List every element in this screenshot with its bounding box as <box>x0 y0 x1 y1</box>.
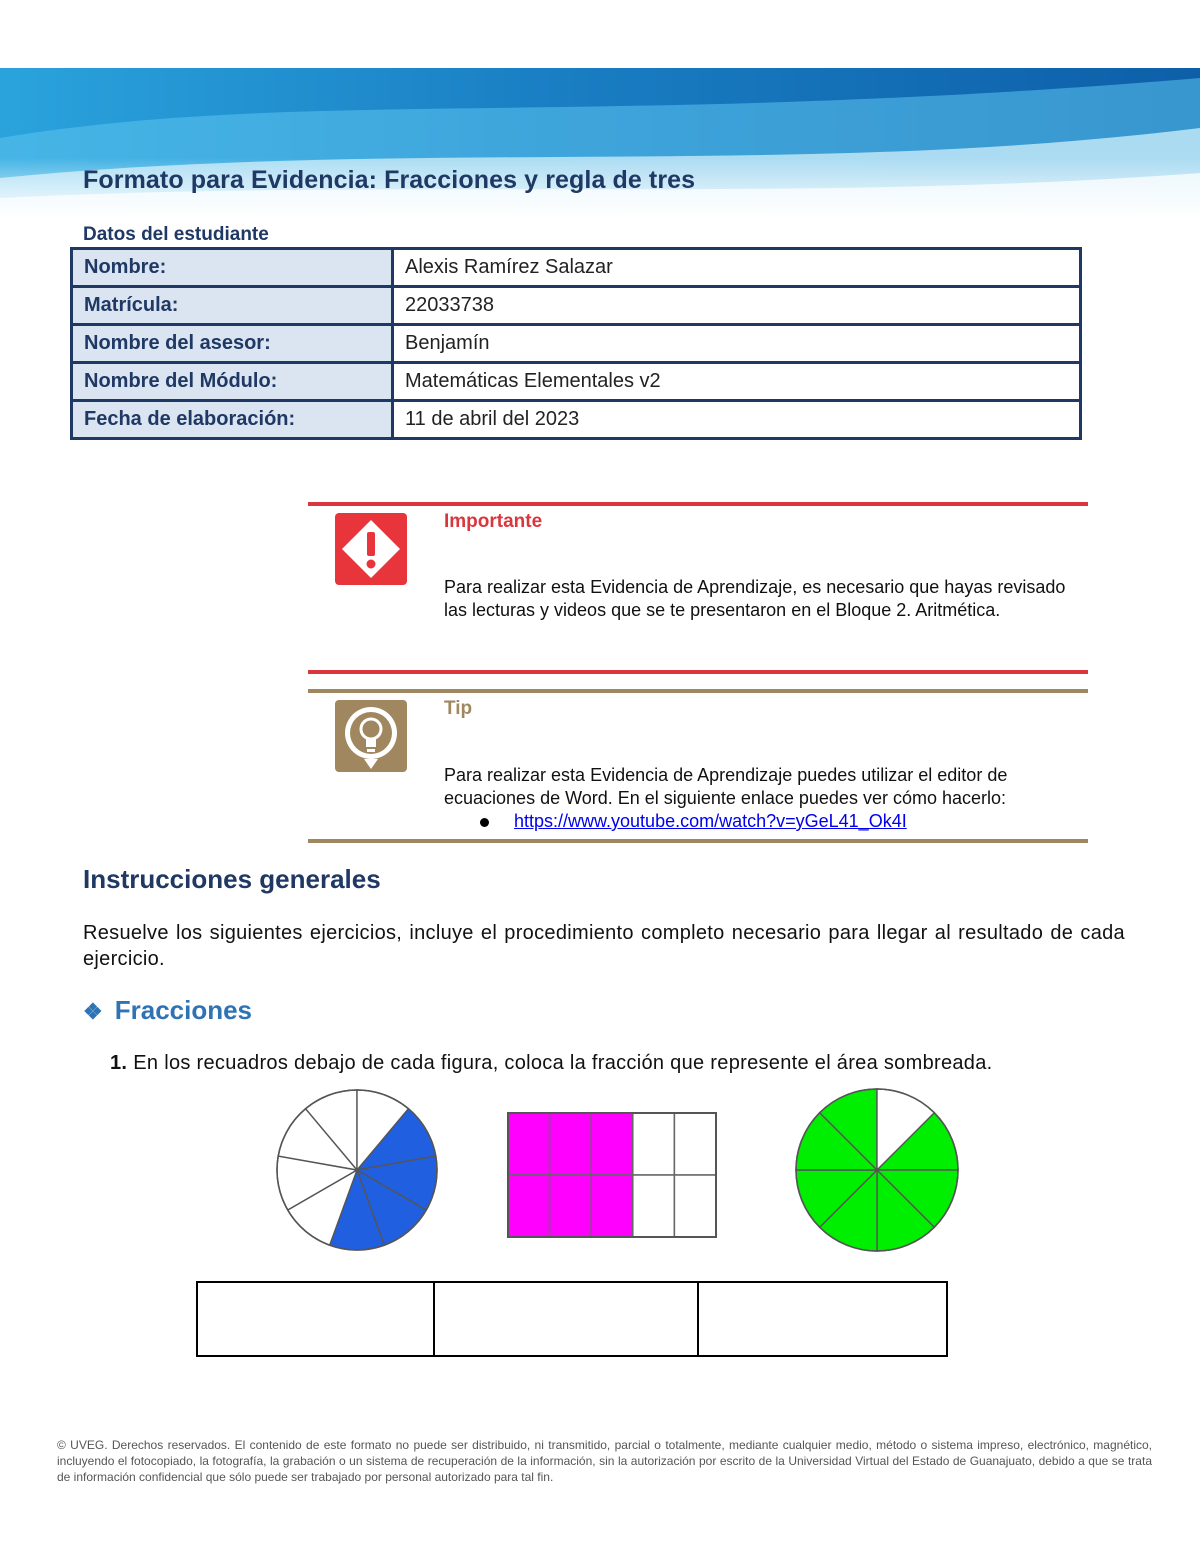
unshaded-cell <box>633 1113 675 1175</box>
magenta-rectangle-figure <box>506 1111 718 1239</box>
row-value: Alexis Ramírez Salazar <box>393 249 1081 287</box>
question-text: En los recuadros debajo de cada figura, coloca la fracción que represente el área sombreada. <box>133 1052 993 1074</box>
lightbulb-icon <box>334 699 408 773</box>
important-callout <box>308 502 1088 674</box>
fracciones-heading <box>83 995 252 1026</box>
youtube-link[interactable]: https://www.youtube.com/watch?v=yGeL41_Ok4I <box>514 811 907 831</box>
document-title: Formato para Evidencia: Fracciones y regla de tres <box>83 166 696 194</box>
unshaded-cell <box>633 1175 675 1237</box>
student-data-table <box>70 247 1082 440</box>
row-label: Nombre del Módulo: <box>72 363 393 401</box>
bullet-icon <box>480 818 489 827</box>
shaded-cell <box>508 1175 550 1237</box>
table-row <box>72 363 1081 401</box>
student-data-label: Datos del estudiante <box>83 224 269 245</box>
row-value: 22033738 <box>393 287 1081 325</box>
table-row <box>72 325 1081 363</box>
shaded-cell <box>550 1113 592 1175</box>
warning-icon <box>334 512 408 586</box>
row-label: Matrícula: <box>72 287 393 325</box>
tip-text: Para realizar esta Evidencia de Aprendizaje puedes utilizar el editor de ecuaciones de Word. En el siguiente enlace puedes ver cómo hacerlo: <box>444 765 1008 808</box>
copyright-footer: © UVEG. Derechos reservados. El contenido de este formato no puede ser distribuido, ni transmitido, parcial o totalmente, mediante cualquier medio, método o sistema impreso, electrónico, magnético, incluyendo el fotocopiado, la fotografía, la grabación o un sistema de recuperación de la información, sin la autorización por escrito de la Universidad Virtual del Estado de Guanajuato, debido a que se trata de información confidencial que sólo puede ser trabajado por personal autorizado para tal fin. <box>57 1438 1152 1484</box>
shaded-cell <box>591 1113 633 1175</box>
important-heading: Importante <box>444 511 543 532</box>
question-1 <box>110 1052 993 1075</box>
answer-box-1[interactable] <box>198 1283 435 1355</box>
fracciones-title: Fracciones <box>114 995 253 1025</box>
instructions-text: Resuelve los siguientes ejercicios, incluye el procedimiento completo necesario para llegar al resultado de cada ejercicio. <box>83 922 1125 970</box>
unshaded-cell <box>674 1113 716 1175</box>
row-value: Benjamín <box>393 325 1081 363</box>
shaded-cell <box>508 1113 550 1175</box>
diamond-bullet-icon: ❖ <box>83 999 103 1024</box>
shaded-cell <box>591 1175 633 1237</box>
answer-box-2[interactable] <box>435 1283 699 1355</box>
row-value: 11 de abril del 2023 <box>393 401 1081 439</box>
shaded-cell <box>550 1175 592 1237</box>
row-label: Fecha de elaboración: <box>72 401 393 439</box>
row-label: Nombre: <box>72 249 393 287</box>
row-value: Matemáticas Elementales v2 <box>393 363 1081 401</box>
tip-link-item <box>444 810 1074 833</box>
answer-box-3[interactable] <box>699 1283 946 1355</box>
blue-circle-figure <box>274 1088 440 1254</box>
tip-callout <box>308 689 1088 843</box>
table-row <box>72 287 1081 325</box>
unshaded-cell <box>674 1175 716 1237</box>
green-circle-figure <box>793 1088 961 1254</box>
table-row <box>72 401 1081 439</box>
tip-heading: Tip <box>444 698 473 719</box>
important-text: Para realizar esta Evidencia de Aprendizaje, es necesario que hayas revisado las lecturas y videos que se te presentaron en el Bloque 2. Aritmética. <box>444 577 1066 620</box>
row-label: Nombre del asesor: <box>72 325 393 363</box>
tip-text-block <box>444 764 1074 833</box>
instructions-heading: Instrucciones generales <box>83 864 381 894</box>
answer-boxes <box>196 1281 948 1357</box>
table-row <box>72 249 1081 287</box>
question-number: 1. <box>110 1052 128 1074</box>
